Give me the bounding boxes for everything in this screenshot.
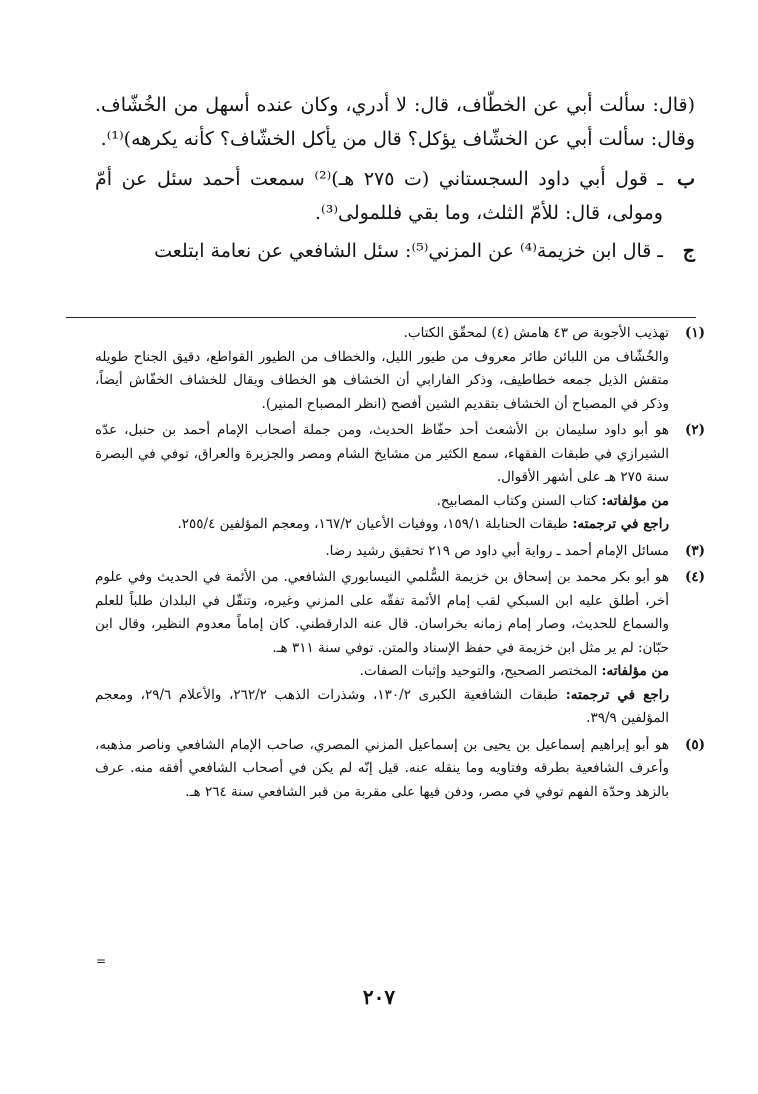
main-paragraph-1: (قال: سألت أبي عن الخطّاف، قال: لا أدري، وكان عنده أسهل من الخُشّاف. وقال: سألت أبي عن الخشّاف يؤكل؟ قال من يأكل الخشّاف؟ كأنه يكرهه)⁽¹⁾. <box>95 94 695 150</box>
footnote-3 <box>95 540 705 564</box>
main-item-c <box>95 234 695 268</box>
footnote-1 <box>95 322 705 416</box>
footnote-4-number: (٤) <box>684 569 705 585</box>
footnote-4-refs <box>95 684 669 731</box>
footnote-2-refs-label: راجع في ترجمته: <box>572 516 669 532</box>
footnote-2-works-label: من مؤلفاته: <box>601 492 669 509</box>
footnote-separator <box>66 317 696 318</box>
footnote-2-body: هو أبو داود سليمان بن الأشعث أحد حفّاظ الحديث، ومن جملة أصحاب الإمام أحمد بن حنبل، عدّه الشيرازي في طبقات الفقهاء، سمع الكثير من مشايخ الشام ومصر والجزيرة والعراق، توفي في البصرة سنة ٢٧٥ هـ على أشهر الأقوال. <box>95 422 669 485</box>
footnote-2 <box>95 419 705 537</box>
main-item-b <box>95 162 695 230</box>
footnote-3-number: (٣) <box>684 542 705 559</box>
item-c-text: ـ قال ابن خزيمة⁽⁴⁾ عن المزني⁽⁵⁾: سئل الشافعي عن نعامة ابتلعت <box>154 240 663 262</box>
footnote-4 <box>95 566 705 731</box>
footnote-2-works-text: كتاب السنن وكتاب المصابيح. <box>436 492 598 509</box>
footnote-4-works <box>95 660 669 684</box>
footnote-1-body: والخُشّاف من اللبائن طائر معروف من طيور الليل، والخطاف من الطيور القواطع، دقيق الجناح طويله متقش الذيل جمعه خطاطيف، وذكر الفارابي أن الخشاف هو الخطاف ويقال للخشاف الخفّاش أيضاً، وذكر في المصباح أن الخشاف بتقديم الشين أفصح (انظر المصباح المنير). <box>95 348 669 412</box>
footnote-4-works-label: من مؤلفاته: <box>601 663 669 679</box>
footnote-3-body: مسائل الإمام أحمد ـ رواية أبي داود ص ٢١٩ تحقيق رشيد رضا. <box>325 542 669 559</box>
footnotes <box>95 322 705 807</box>
footnote-4-refs-text: طبقات الشافعية الكبرى ١٣٠/٢، وشذرات الذهب ٢٦٢/٢، والأعلام ٢٩/٦، ومعجم المؤلفين ٣٩/٩. <box>95 686 669 726</box>
footnote-2-number: (٢) <box>684 422 705 438</box>
item-b-marker: ب <box>677 168 695 190</box>
footnote-2-refs <box>95 513 669 537</box>
main-text <box>95 88 695 272</box>
item-c-marker: ج <box>682 240 695 262</box>
footnote-4-body: هو أبو بكر محمد بن إسحاق بن خزيمة السُّلمي النيسابوري الشافعي. من الأئمة في الحديث وفي علوم أخر، أطلق عليه ابن السبكي لقب إمام الأئمة تفقّه على المزني وغيره، وتنقّل في البلدان طلباً للعلم والسماع للحديث، وصار إمام زمانه بخراسان. قال عنه الدارقطني. كان إماماً معدوم النظير، وقال ابن حبّان: لم ير مثل ابن خزيمة في حفظ الإسناد والمتن. توفي سنة ٣١١ هـ. <box>95 569 669 656</box>
continuation-mark: = <box>96 954 107 968</box>
footnote-2-works <box>95 490 669 514</box>
footnote-5-body: هو أبو إبراهيم إسماعيل بن يحيى بن إسماعيل المزني المصري، صاحب الإمام الشافعي وناصر مذهبه، وأعرف الشافعية بطرقه وفتاويه وما ينقله عنه. قيل إنّه لم يكن في أصحاب الشافعي أفقه منه. عرف بالزهد وحدّة الفهم توفي في مصر، ودفن فيها على مقربة من قبر الشافعي سنة ٢٦٤ هـ. <box>95 736 669 800</box>
footnote-2-refs-text: طبقات الحنابلة ١٥٩/١، ووفيات الأعيان ١٦٧/٢، ومعجم المؤلفين ٢٥٥/٤. <box>177 516 569 532</box>
footnote-4-works-text: المختصر الصحيح، والتوحيد وإثبات الصفات. <box>359 663 598 679</box>
footnote-5-number: (٥) <box>684 736 705 753</box>
footnote-4-refs-label: راجع في ترجمته: <box>565 686 669 703</box>
page-number: ٢٠٧ <box>362 985 396 1009</box>
footnote-5 <box>95 734 705 805</box>
footnote-1-number: (١) <box>684 325 705 341</box>
item-b-text: ـ قول أبي داود السجستاني (ت ٢٧٥ هـ)⁽²⁾ سمعت أحمد سئل عن أمّ ومولى، قال: للأمّ الثلث، وما بقي فللمولى⁽³⁾. <box>95 168 663 224</box>
footnote-1-reference: تهذيب الأجوبة ص ٤٣ هامش (٤) لمحقّق الكتاب. <box>403 325 669 341</box>
